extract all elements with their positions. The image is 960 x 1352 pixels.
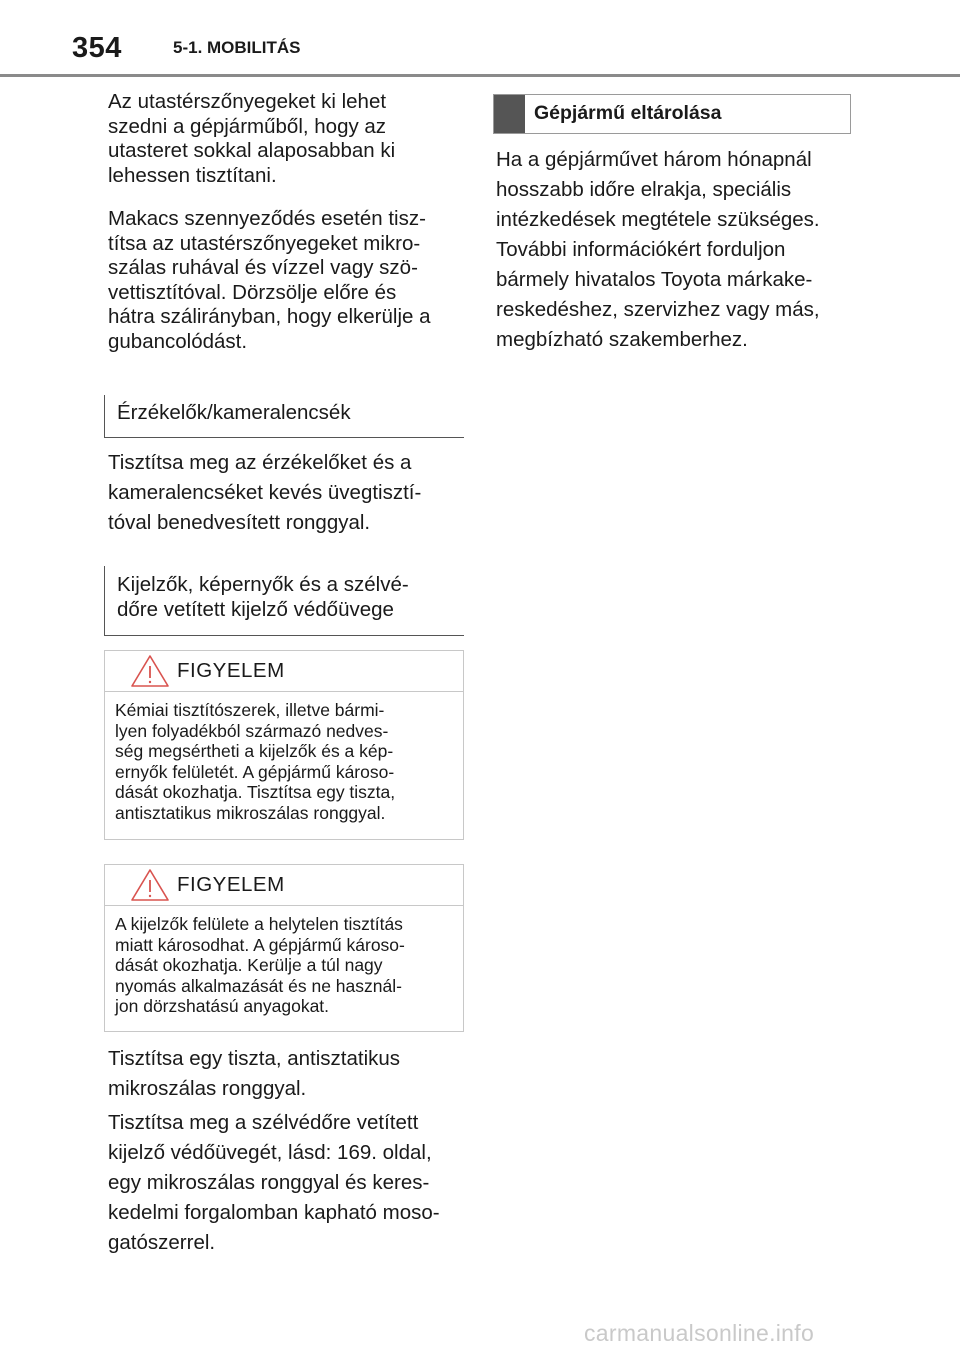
text-line: A kijelzők felülete a helytelen tisztítás xyxy=(115,914,403,934)
subheading-text: Érzékelők/kameralencsék xyxy=(117,401,351,424)
text-line: nyomás alkalmazását és ne használ- xyxy=(115,975,402,996)
text-line: bármely hivatalos Toyota márkake- xyxy=(496,268,813,291)
text-line: vettisztítóval. Dörzsölje előre és xyxy=(108,280,397,304)
text-line: gubancolódást. xyxy=(108,329,248,353)
text-line: tóval benedvesített ronggyal. xyxy=(108,511,371,534)
text-line: Tisztítsa egy tiszta, antisztatikus xyxy=(108,1047,401,1070)
text-line: kijelző védőüvegét, lásd: 169. oldal, xyxy=(108,1141,432,1164)
warning-header xyxy=(105,651,463,692)
warning-body xyxy=(105,692,463,831)
warning-header xyxy=(105,865,463,906)
page-header xyxy=(0,0,960,80)
warning-title: FIGYELEM xyxy=(177,659,285,682)
paragraph-carpets xyxy=(108,90,468,188)
section-title: 5-1. MOBILITÁS xyxy=(173,38,301,57)
text-line: reskedéshez, szervizhez vagy más, xyxy=(496,298,820,321)
text-line: kedelmi forgalomban kapható moso- xyxy=(108,1201,440,1224)
warning-triangle-icon xyxy=(130,654,170,688)
text-line: intézkedések megtétele szükséges. xyxy=(496,208,820,231)
warning-box-chemicals xyxy=(104,650,464,840)
text-line: További információkért forduljon xyxy=(496,238,786,261)
text-line: hosszabb időre elrakja, speciális xyxy=(496,178,792,201)
watermark: carmanualsonline.info xyxy=(584,1320,815,1346)
text-line: mikroszálas ronggyal. xyxy=(108,1077,307,1100)
paragraph-hud-glass xyxy=(108,1108,468,1258)
subheading-text: Kijelzők, képernyők és a szélvé- xyxy=(117,573,409,596)
subheading-text: dőre vetített kijelző védőüvege xyxy=(117,598,394,621)
text-line: megbízható szakemberhez. xyxy=(496,328,748,351)
text-line: Tisztítsa meg a szélvédőre vetített xyxy=(108,1111,419,1134)
paragraph-stubborn-dirt xyxy=(108,207,468,354)
warning-box-surface xyxy=(104,864,464,1032)
heading-text: Gépjármű eltárolása xyxy=(534,102,722,124)
text-line: dását okozhatja. Kerülje a túl nagy xyxy=(115,955,383,975)
text-line: antisztatikus mikroszálas ronggyal. xyxy=(115,802,386,823)
warning-title: FIGYELEM xyxy=(177,873,285,896)
text-line: Az utastérszőnyegeket ki lehet xyxy=(108,90,387,113)
text-line: Kémiai tisztítószerek, illetve bármi- xyxy=(115,700,385,720)
subheading-displays xyxy=(104,566,464,636)
text-line: hátra szálirányban, hogy elkerülje a xyxy=(108,305,431,328)
subheading-sensors xyxy=(104,395,464,438)
heading-bar xyxy=(494,95,525,133)
text-line: lehessen tisztítani. xyxy=(108,163,277,187)
text-line: szálas ruhával és vízzel vagy szö- xyxy=(108,256,418,279)
text-line: lyen folyadékból származó nedves- xyxy=(115,720,389,741)
text-line: ernyők felületét. A gépjármű károso- xyxy=(115,761,395,782)
text-line: kameralencséket kevés üvegtisztí- xyxy=(108,481,422,504)
paragraph-sensors xyxy=(108,448,468,538)
text-line: ség megsértheti a kijelzők és a kép- xyxy=(115,741,394,761)
text-line: Tisztítsa meg az érzékelőket és a xyxy=(108,451,412,474)
warning-body xyxy=(105,906,463,1025)
section-heading-storage xyxy=(493,94,851,134)
text-line: szedni a gépjárműből, hogy az xyxy=(108,114,387,138)
text-line: jon dörzshatású anyagokat. xyxy=(115,996,330,1016)
text-line: Makacs szennyeződés esetén tisz- xyxy=(108,207,426,230)
text-line: Ha a gépjárművet három hónapnál xyxy=(496,148,812,171)
page-number: 354 xyxy=(72,32,122,64)
header-rule xyxy=(0,74,960,77)
warning-triangle-icon xyxy=(130,868,170,902)
text-line: títsa az utastérszőnyegeket mikro- xyxy=(108,231,421,255)
text-line: egy mikroszálas ronggyal és keres- xyxy=(108,1171,430,1194)
text-line: dását okozhatja. Tisztítsa egy tiszta, xyxy=(115,782,396,802)
paragraph-storage xyxy=(496,145,856,355)
text-line: utasteret sokkal alaposabban ki xyxy=(108,139,396,162)
text-line: gatószerrel. xyxy=(108,1231,216,1254)
paragraph-clean-cloth xyxy=(108,1044,468,1104)
text-line: miatt károsodhat. A gépjármű károso- xyxy=(115,934,405,955)
